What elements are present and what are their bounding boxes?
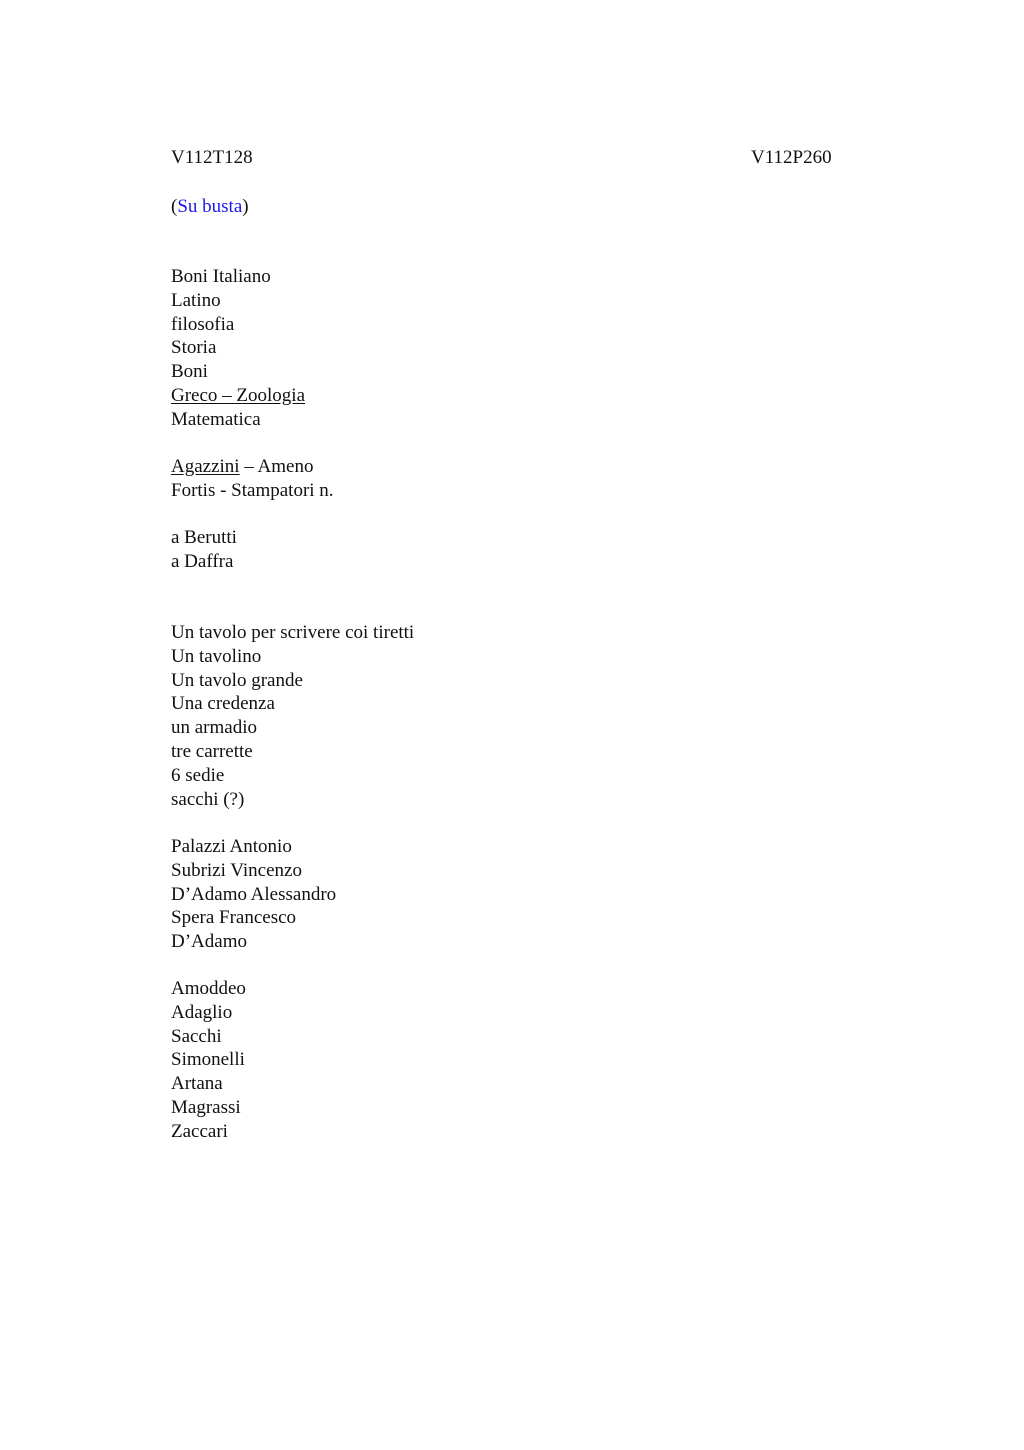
names-list-1 — [171, 835, 336, 954]
list-item: Subrizi Vincenzo — [171, 859, 302, 881]
list-item: Latino — [171, 289, 221, 311]
envelope-open-paren: ( — [171, 196, 178, 217]
list-item: D’Adamo — [171, 931, 247, 953]
list-item: Amoddeo — [171, 978, 246, 999]
document-code-left: V112T128 — [171, 147, 253, 168]
list-item: Magrassi — [171, 1096, 241, 1118]
agazzini-block — [171, 455, 334, 503]
list-item: Zaccari — [171, 1120, 228, 1142]
agazzini-rest: – Ameno — [239, 456, 314, 477]
list-item: Adaglio — [171, 1001, 233, 1023]
list-item: Spera Francesco — [171, 907, 297, 929]
envelope-close-paren: ) — [242, 196, 249, 217]
list-item: a Daffra — [171, 550, 234, 572]
list-item: Palazzi Antonio — [171, 836, 292, 857]
agazzini-line — [171, 455, 334, 479]
list-item: Un tavolo per scrivere coi tiretti — [171, 622, 415, 643]
fortis-line: Fortis - Stampatori n. — [171, 479, 334, 501]
list-item: Un tavolo grande — [171, 669, 303, 691]
list-item: filosofia — [171, 313, 235, 335]
list-item: Boni Italiano — [171, 266, 271, 287]
envelope-note-link[interactable]: Su busta — [177, 196, 243, 217]
list-item: Artana — [171, 1073, 223, 1095]
furniture-list — [171, 621, 414, 811]
envelope-note — [171, 195, 249, 219]
addressees-list — [171, 526, 237, 574]
subjects-list — [171, 265, 305, 432]
list-item: Storia — [171, 337, 217, 359]
document-code-right: V112P260 — [751, 147, 832, 168]
names-list-2 — [171, 977, 246, 1144]
list-item: Sacchi — [171, 1025, 222, 1047]
list-item: Matematica — [171, 408, 261, 430]
list-item: tre carrette — [171, 740, 253, 762]
agazzini-underlined: Agazzini — [171, 456, 240, 477]
list-item-underlined: Greco – Zoologia — [171, 384, 306, 406]
list-item: Un tavolino — [171, 645, 262, 667]
list-item: a Berutti — [171, 527, 237, 548]
list-item: Boni — [171, 361, 208, 383]
list-item: D’Adamo Alessandro — [171, 883, 337, 905]
list-item: Simonelli — [171, 1049, 245, 1071]
list-item: sacchi (?) — [171, 788, 245, 810]
list-item: Una credenza — [171, 693, 275, 715]
list-item: un armadio — [171, 717, 258, 739]
list-item: 6 sedie — [171, 764, 225, 786]
